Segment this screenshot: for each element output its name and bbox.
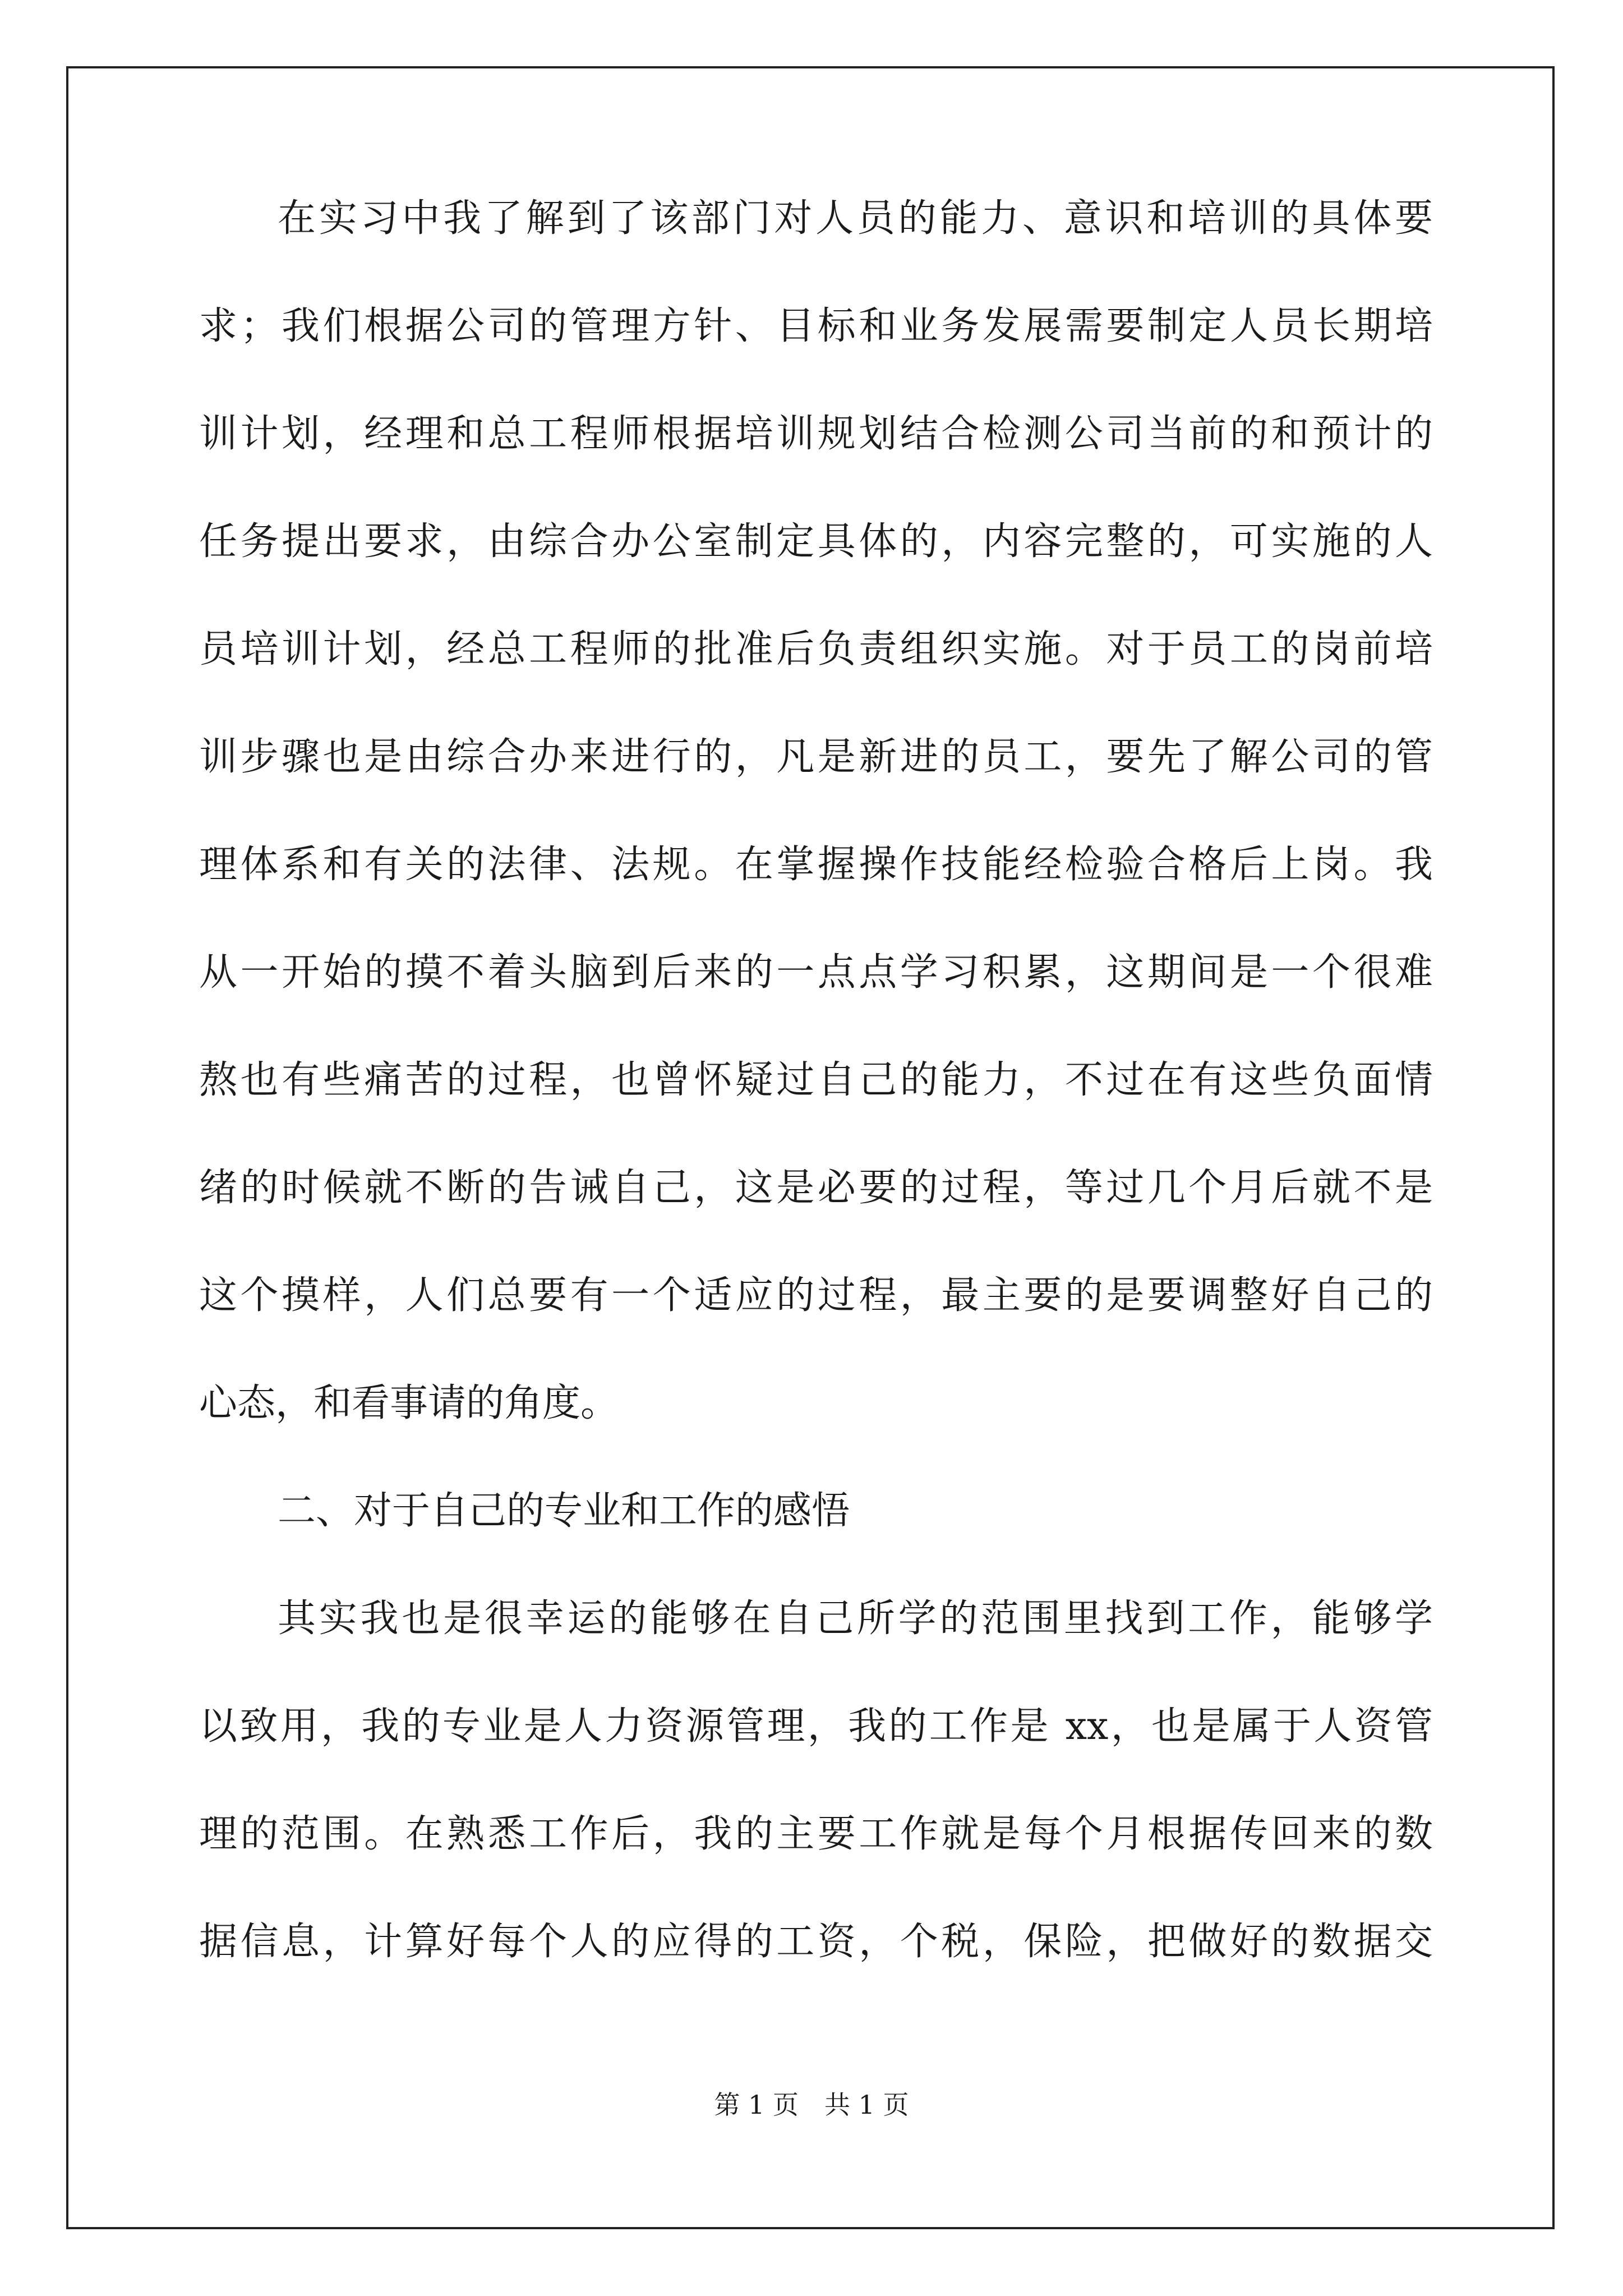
paragraph-line-15: 理的范围。在熟悉工作后，我的主要工作就是每个月根据传回来的数 — [199, 1812, 1433, 1856]
paragraph-line-3: 训计划，经理和总工程师根据培训规划结合检测公司当前的和预计的 — [199, 412, 1433, 456]
paragraph-line-9: 熬也有些痛苦的过程，也曾怀疑过自己的能力，不过在有这些负面情 — [199, 1058, 1433, 1102]
paragraph-line-7: 理体系和有关的法律、法规。在掌握操作技能经检验合格后上岗。我 — [199, 843, 1433, 887]
paragraph-line-16: 据信息，计算好每个人的应得的工资，个税，保险，把做好的数据交 — [199, 1920, 1433, 1964]
paragraph-line-12: 心态，和看事请的角度。 — [199, 1381, 619, 1425]
paragraph-line-4: 任务提出要求，由综合办公室制定具体的，内容完整的，可实施的人 — [199, 519, 1433, 564]
page-footer: 第 1 页 共 1 页 — [714, 2090, 909, 2120]
paragraph-line-2: 求；我们根据公司的管理方针、目标和业务发展需要制定人员长期培 — [199, 304, 1433, 348]
page-border — [66, 66, 1555, 2229]
paragraph-line-13: 其实我也是很幸运的能够在自己所学的范围里找到工作，能够学 — [278, 1596, 1433, 1641]
paragraph-line-8: 从一开始的摸不着头脑到后来的一点点学习积累，这期间是一个很难 — [199, 950, 1433, 995]
paragraph-line-10: 绪的时候就不断的告诫自己，这是必要的过程，等过几个月后就不是 — [199, 1166, 1433, 1210]
paragraph-line-11: 这个摸样，人们总要有一个适应的过程，最主要的是要调整好自己的 — [199, 1273, 1433, 1318]
section-heading: 二、对于自己的专业和工作的感悟 — [278, 1489, 850, 1533]
paragraph-line-1: 在实习中我了解到了该部门对人员的能力、意识和培训的具体要 — [278, 196, 1433, 241]
paragraph-line-6: 训步骤也是由综合办来进行的，凡是新进的员工，要先了解公司的管 — [199, 735, 1433, 779]
paragraph-line-5: 员培训计划，经总工程师的批准后负责组织实施。对于员工的岗前培 — [199, 627, 1433, 671]
paragraph-line-14: 以致用，我的专业是人力资源管理，我的工作是 xx，也是属于人资管 — [199, 1704, 1433, 1749]
